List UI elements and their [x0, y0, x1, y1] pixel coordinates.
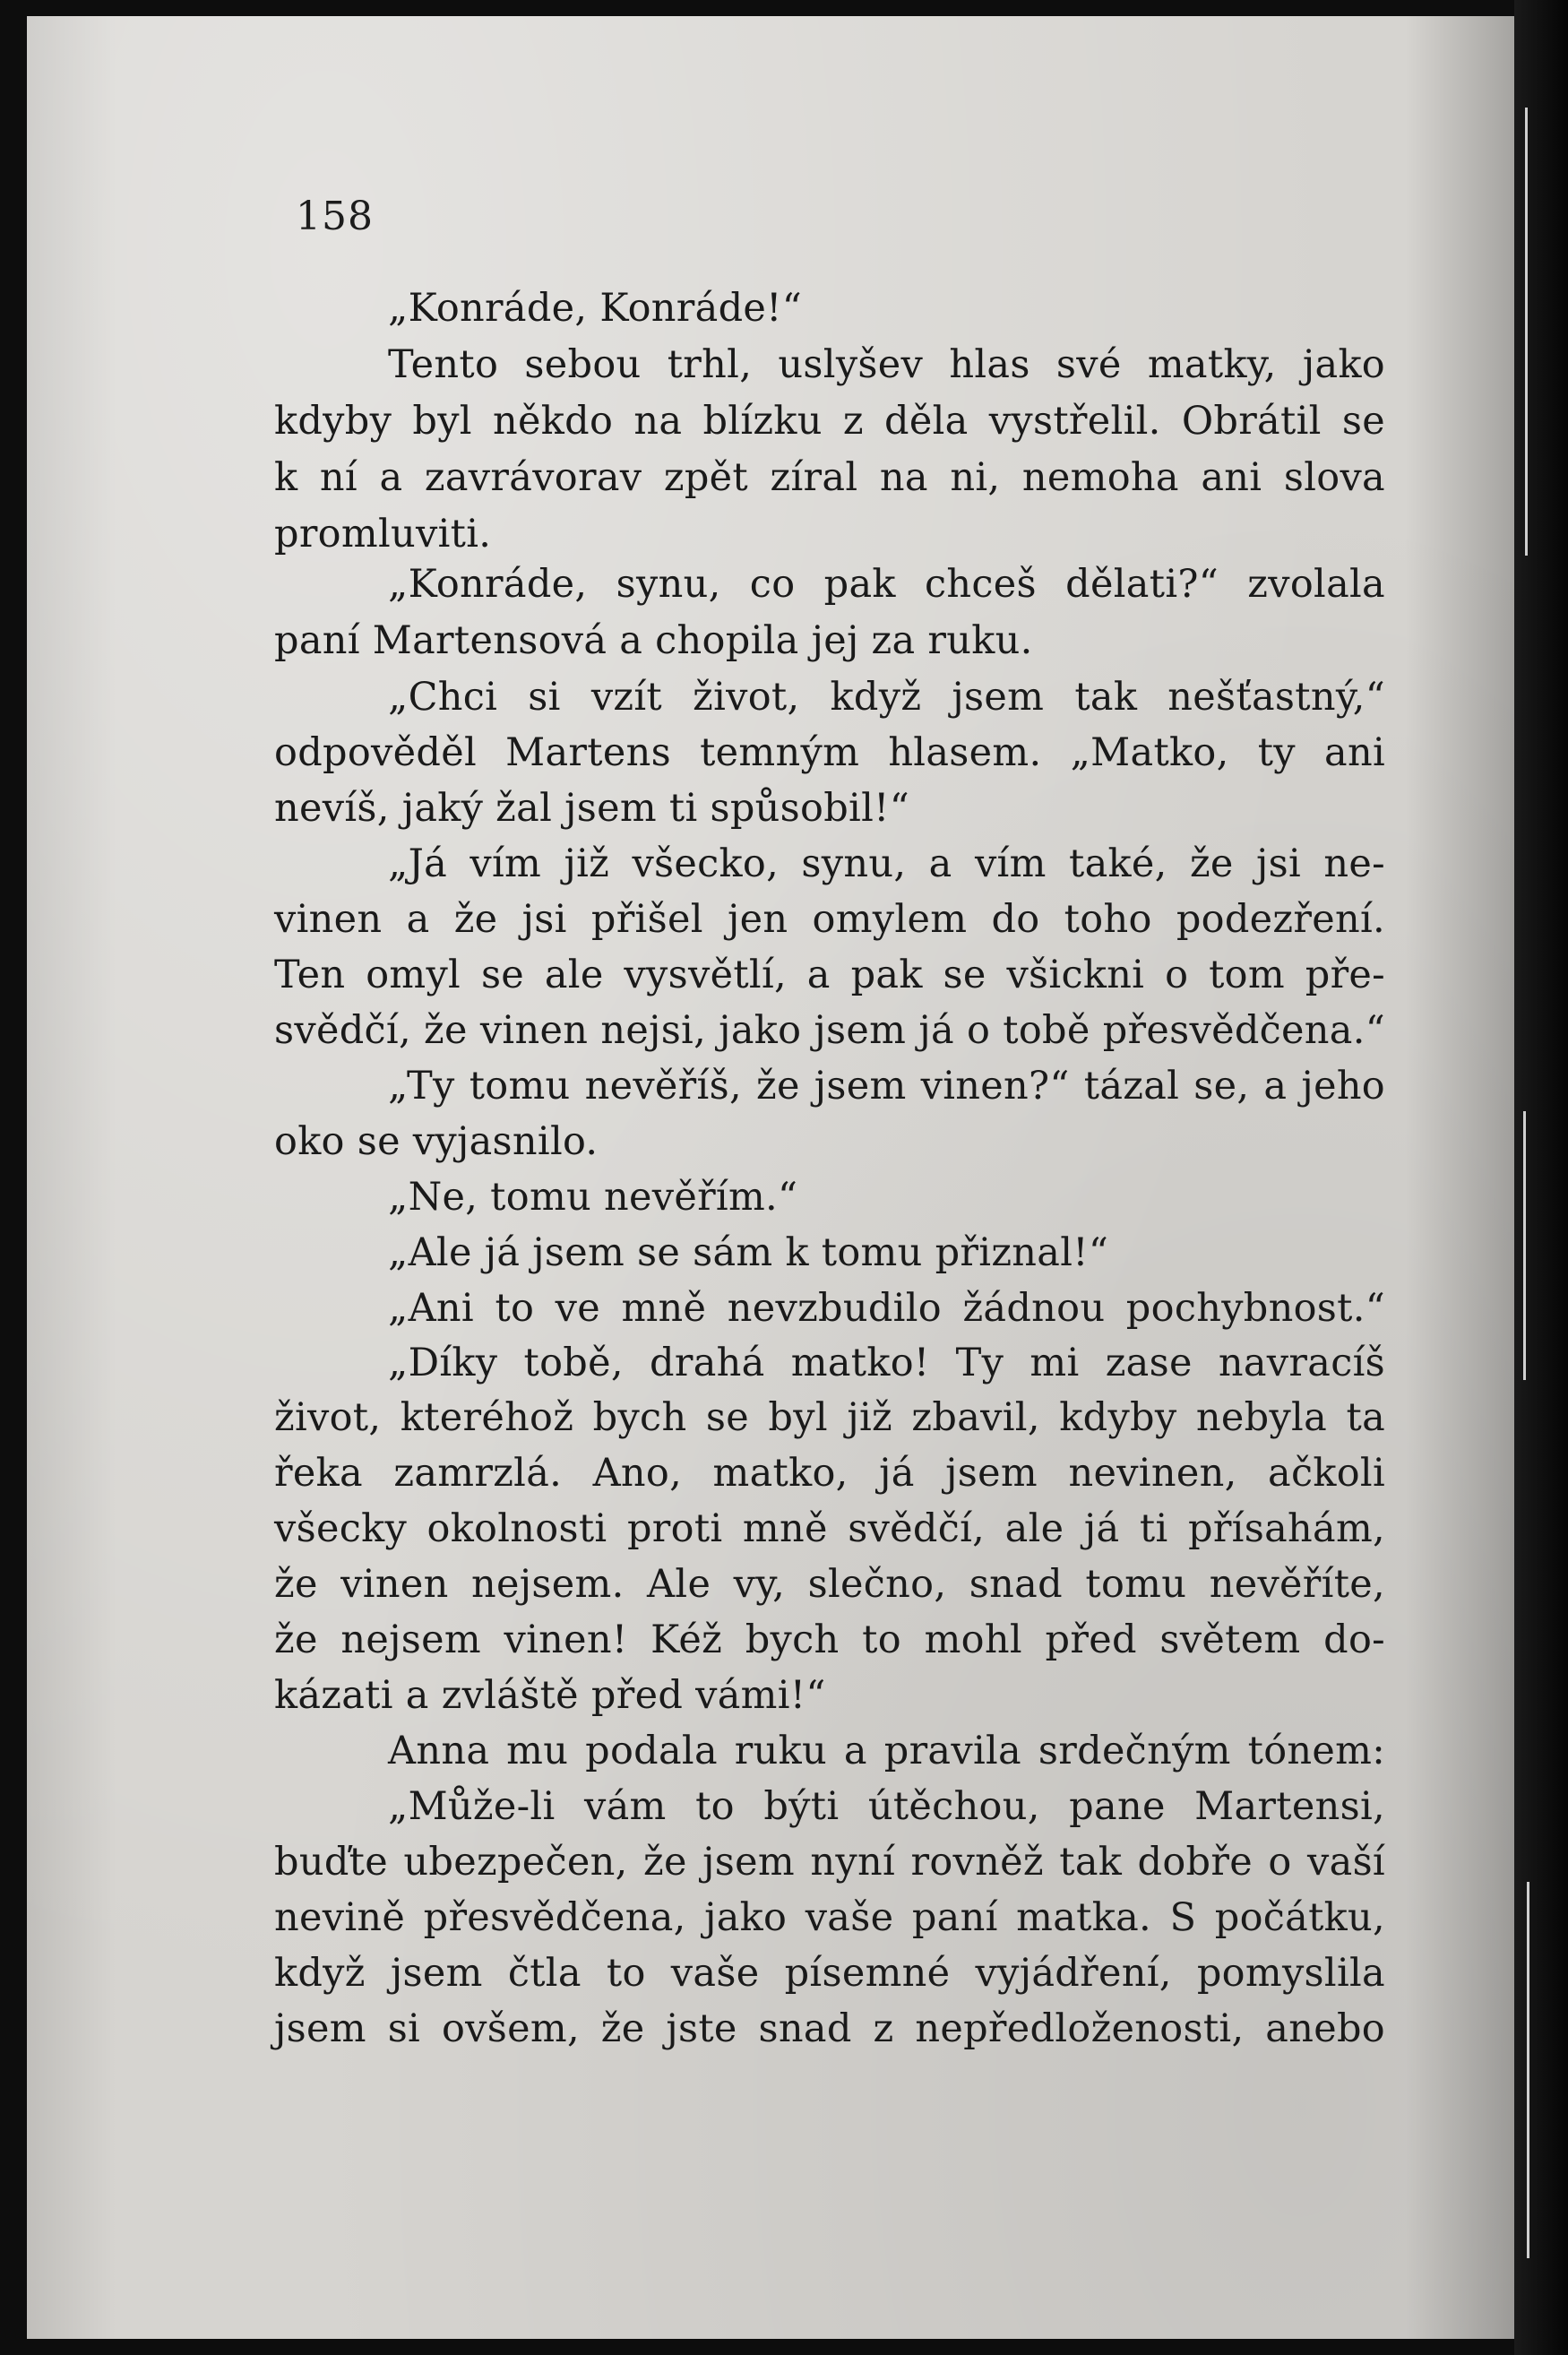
- text-line: když jsem čtla to vaše písemné vyjádření, pomyslila: [274, 1951, 1385, 1996]
- text-line: kázati a zvláště před vámi!“: [274, 1673, 826, 1718]
- text-line: odpověděl Martens temným hlasem. „Matko, ty ani: [274, 730, 1385, 775]
- text-line: „Konráde, Konráde!“: [388, 286, 803, 331]
- text-line: „Může-li vám to býti útěchou, pane Martensi,: [388, 1784, 1385, 1829]
- text-line: že nejsem vinen! Kéž bych to mohl před světem do-: [274, 1617, 1385, 1662]
- text-line: kdyby byl někdo na blízku z děla vystřelil. Obrátil se: [274, 399, 1385, 444]
- text-line: paní Martensová a chopila jej za ruku.: [274, 618, 1033, 663]
- text-line: „Já vím již všecko, synu, a vím také, že jsi ne-: [388, 841, 1385, 886]
- text-line: oko se vyjasnilo.: [274, 1119, 599, 1164]
- text-line: „Díky tobě, drahá matko! Ty mi zase navracíš: [388, 1341, 1385, 1385]
- page-edge-shadow: [1514, 0, 1568, 2355]
- edge-scratch: [1523, 1111, 1526, 1380]
- text-line: „Ale já jsem se sám k tomu přiznal!“: [388, 1230, 1109, 1275]
- text-line: promluviti.: [274, 512, 492, 556]
- page-number: 158: [296, 194, 374, 239]
- text-line: Tento sebou trhl, uslyšev hlas své matky, jako: [388, 342, 1385, 387]
- text-line: „Ne, tomu nevěřím.“: [388, 1175, 798, 1220]
- edge-scratch: [1525, 108, 1528, 556]
- text-line: nevině přesvědčena, jako vaše paní matka. S počátku,: [274, 1895, 1385, 1940]
- text-line: buďte ubezpečen, že jsem nyní rovněž tak dobře o vaší: [274, 1840, 1385, 1885]
- text-line: vinen a že jsi přišel jen omylem do toho podezření.: [274, 897, 1385, 942]
- text-line: řeka zamrzlá. Ano, matko, já jsem nevinen, ačkoli: [274, 1451, 1385, 1496]
- text-line: všecky okolnosti proti mně svědčí, ale já ti přísahám,: [274, 1506, 1385, 1551]
- text-line: svědčí, že vinen nejsi, jako jsem já o tobě přesvědčena.“: [274, 1008, 1385, 1053]
- text-line: „Ani to ve mně nevzbudilo žádnou pochybnost.“: [388, 1286, 1385, 1331]
- edge-scratch: [1527, 1882, 1529, 2258]
- text-line: nevíš, jaký žal jsem ti spůsobil!“: [274, 786, 910, 831]
- text-line: Anna mu podala ruku a pravila srdečným tónem:: [388, 1729, 1385, 1773]
- text-line: Ten omyl se ale vysvětlí, a pak se všickni o tom pře-: [274, 953, 1385, 997]
- text-line: k ní a zavrávorav zpět zíral na ni, nemoha ani slova: [274, 455, 1385, 500]
- text-line: život, kteréhož bych se byl již zbavil, kdyby nebyla ta: [274, 1395, 1385, 1440]
- text-line: „Konráde, synu, co pak chceš dělati?“ zvolala: [388, 562, 1385, 607]
- text-line: že vinen nejsem. Ale vy, slečno, snad tomu nevěříte,: [274, 1562, 1385, 1607]
- text-line: jsem si ovšem, že jste snad z nepředloženosti, anebo: [274, 2006, 1385, 2051]
- text-line: „Ty tomu nevěříš, že jsem vinen?“ tázal se, a jeho: [388, 1064, 1385, 1108]
- text-line: „Chci si vzít život, když jsem tak nešťastný,“: [388, 675, 1385, 720]
